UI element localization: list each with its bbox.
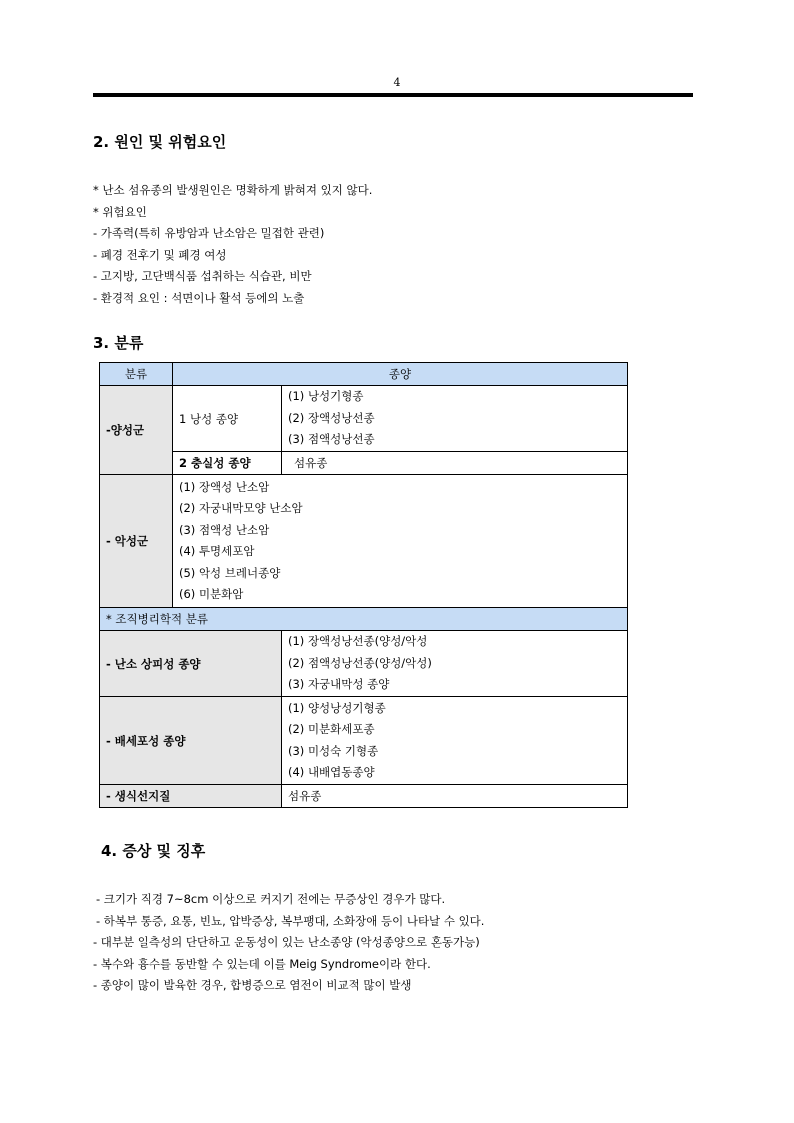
table-row: [100, 631, 628, 697]
histopathology-header: * 조직병리학적 분류: [100, 608, 628, 631]
list-item: (1) 낭성기형종: [288, 389, 364, 404]
header-rule: [93, 93, 693, 97]
cystic-tumor-items: [282, 386, 628, 452]
section-2-line: - 고지방, 고단백식품 섭취하는 식습관, 비만: [93, 269, 312, 283]
list-item: (3) 점액성 난소암: [179, 522, 270, 537]
table-row: [100, 785, 628, 808]
section-4-title: 4. 증상 및 징후: [101, 842, 206, 860]
list-item: (2) 자궁내막모양 난소암: [179, 501, 303, 515]
section-2-line: - 폐경 전후기 및 폐경 여성: [93, 247, 227, 262]
section-2-line: * 위험요인: [93, 204, 147, 219]
list-item: (4) 내배엽동종양: [288, 765, 375, 779]
table-row: [100, 475, 628, 608]
page-number: 4: [393, 76, 401, 89]
list-item: (6) 미분화암: [179, 587, 244, 601]
section-2-title: 2. 원인 및 위험요인: [93, 133, 227, 151]
table-row: [100, 608, 628, 631]
section-4-body: [93, 891, 484, 999]
section-2-body: [93, 182, 372, 311]
section-4-line: - 대부분 일측성의 단단하고 운동성이 있는 난소종양 (악성종양으로 혼동가능): [93, 935, 480, 949]
epithelial-tumor-items: [282, 631, 628, 697]
list-item: (1) 장액성낭선종(양성/악성: [288, 634, 428, 649]
list-item: (5) 악성 브레너종양: [179, 565, 281, 580]
germ-cell-tumor-label: - 배세포성 종양: [100, 697, 282, 785]
section-2-line: - 환경적 요인 : 석면이나 활석 등에의 노출: [93, 290, 305, 305]
malignant-items: [173, 475, 628, 608]
benign-group-label: -양성군: [100, 386, 173, 475]
classification-table: [99, 362, 628, 808]
section-4-line: - 복수와 흉수를 동반할 수 있는데 이를 Meig Syndrome이라 한다.: [93, 956, 431, 971]
malignant-group-label: - 악성군: [100, 475, 173, 608]
list-item: (3) 점액성낭선종: [288, 432, 375, 447]
list-item: (3) 자궁내막성 종양: [288, 677, 390, 692]
list-item: (1) 장액성 난소암: [179, 479, 270, 494]
table-header-row: [100, 363, 628, 386]
solid-tumor-value: 섬유종: [282, 452, 628, 475]
list-item: (1) 양성낭성기형종: [288, 700, 386, 715]
section-4-line: - 크기가 직경 7~8cm 이상으로 커지기 전에는 무증상인 경우가 많다.: [96, 892, 446, 906]
list-item: (4) 투명세포암: [179, 544, 255, 558]
epithelial-tumor-label: - 난소 상피성 종양: [100, 631, 282, 697]
list-item: (2) 미분화세포종: [288, 722, 375, 736]
list-item: (2) 점액성낭선종(양성/악성): [288, 655, 432, 670]
section-4-line: - 하복부 통증, 요통, 빈뇨, 압박증상, 복부팽대, 소화장애 등이 나타날 수 있다.: [96, 913, 485, 928]
header-tumor: 종양: [173, 363, 628, 386]
solid-tumor-label: 2 충실성 종양: [173, 452, 282, 475]
table-row: [100, 452, 628, 475]
table-row: [100, 697, 628, 785]
section-3-title: 3. 분류: [93, 334, 144, 352]
stromal-value: 섬유종: [282, 785, 628, 808]
header-classification: 분류: [100, 363, 173, 386]
section-2-line: - 가족력(특히 유방암과 난소암은 밀접한 관련): [93, 226, 325, 240]
table-row: [100, 386, 628, 452]
section-2-line: * 난소 섬유종의 발생원인은 명확하게 밝혀져 있지 않다.: [93, 183, 373, 197]
list-item: (2) 장액성낭선종: [288, 410, 375, 425]
list-item: (3) 미성숙 기형종: [288, 743, 379, 758]
germ-cell-tumor-items: [282, 697, 628, 785]
cystic-tumor-label: 1 낭성 종양: [173, 386, 282, 452]
section-4-line: - 종양이 많이 발육한 경우, 합병증으로 염전이 비교적 많이 발생: [93, 978, 412, 992]
stromal-label: - 생식선지질: [100, 785, 282, 808]
